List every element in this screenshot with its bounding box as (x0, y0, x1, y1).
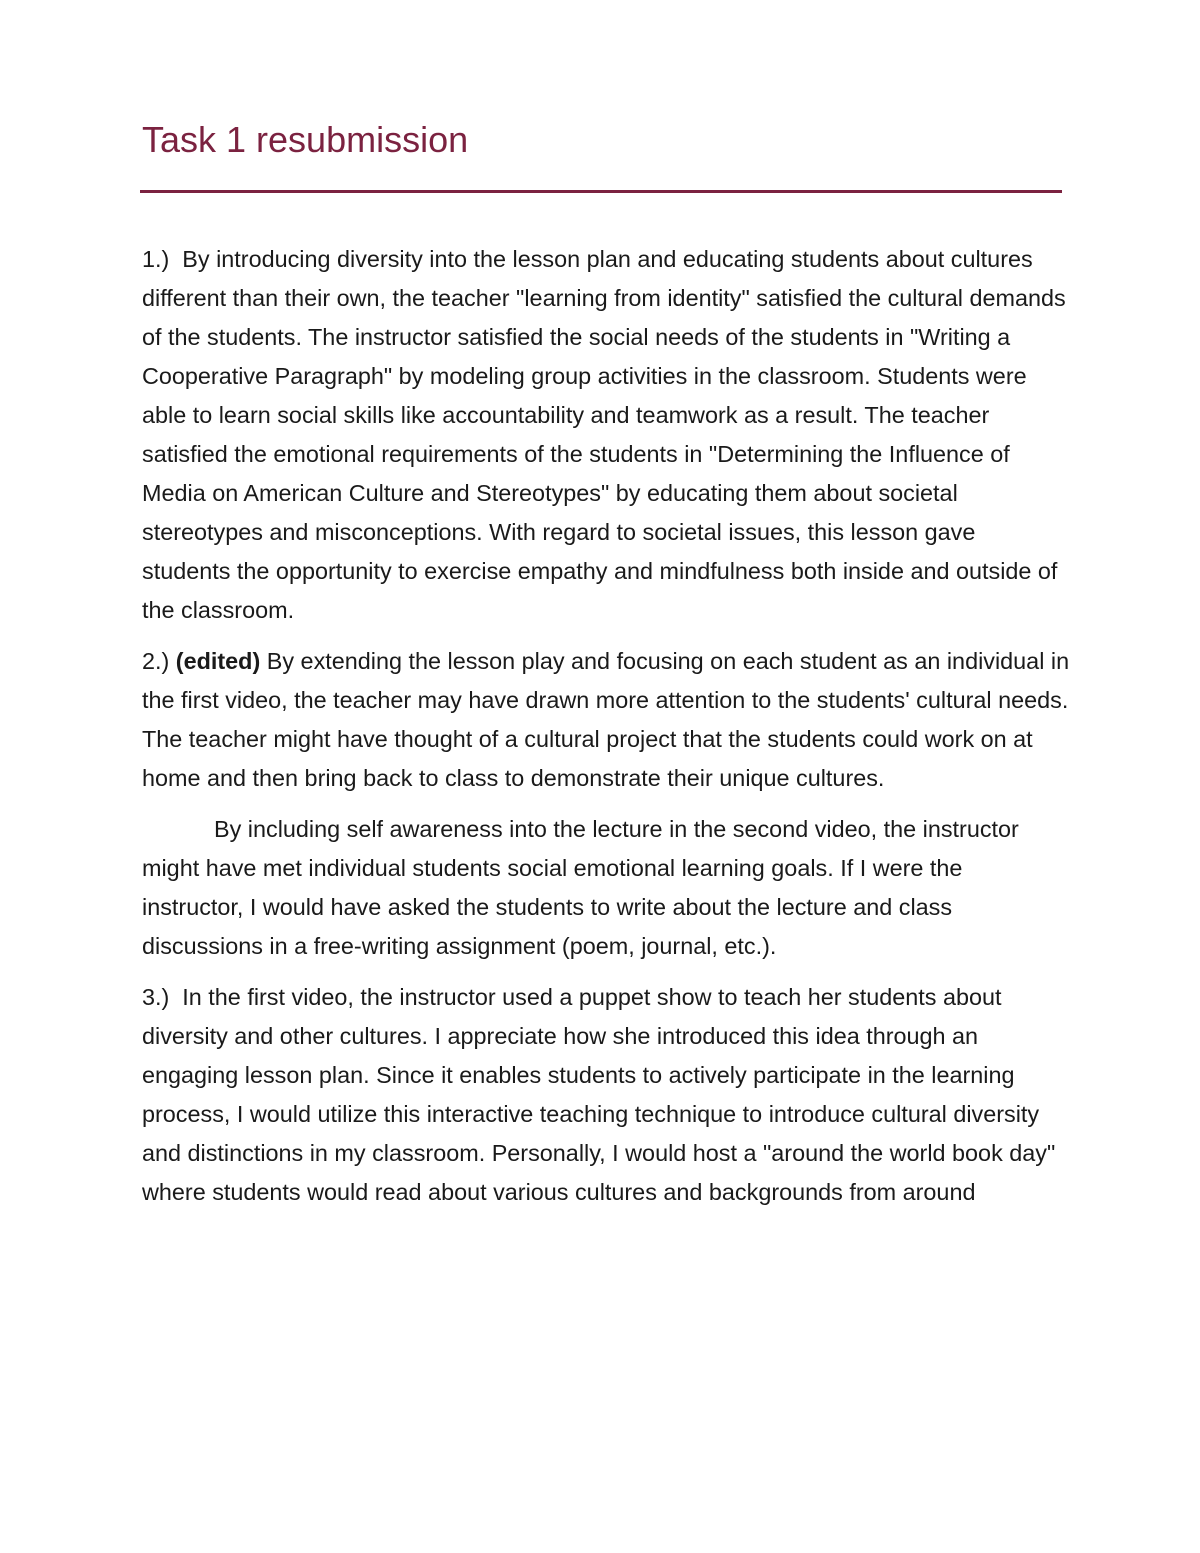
paragraph-1 (142, 240, 1070, 630)
paragraph-2-continued (142, 810, 1070, 966)
paragraph-2 (142, 642, 1070, 798)
paragraph-3-number: 3.) (142, 984, 170, 1010)
paragraph-1-text: By introducing diversity into the lesson plan and educating students about cultures different than their own, the teacher "learning from identity" satisfied the cultural demands of the students. The instructor satisfied the social needs of the students in "Writing a Cooperative Paragraph" by modeling group activities in the classroom. Students were able to learn social skills like accountability and teamwork as a result. The teacher satisfied the emotional requirements of the students in "Determining the Influence of Media on American Culture and Stereotypes" by educating them about societal stereotypes and misconceptions. With regard to societal issues, this lesson gave students the opportunity to exercise empathy and mindfulness both inside and outside of the classroom. (142, 246, 1066, 623)
title-divider (140, 190, 1062, 193)
document-body (142, 240, 1070, 1224)
paragraph-3-text: In the first video, the instructor used a puppet show to teach her students about diversity and other cultures. I appreciate how she introduced this idea through an engaging lesson plan. Since it enables students to actively participate in the learning process, I would utilize this interactive teaching technique to introduce cultural diversity and distinctions in my classroom. Personally, I would host a "around the world book day" where students would read about various cultures and backgrounds from around (142, 984, 1056, 1205)
paragraph-2-text: By extending the lesson play and focusing on each student as an individual in the first video, the teacher may have drawn more attention to the students' cultural needs. The teacher might have thought of a cultural project that the students could work on at home and then bring back to class to demonstrate their unique cultures. (142, 648, 1070, 791)
edited-label: (edited) (175, 648, 261, 674)
paragraph-2-number: 2.) (142, 648, 170, 674)
paragraph-1-number: 1.) (142, 246, 170, 272)
paragraph-2b-text: By including self awareness into the lecture in the second video, the instructor might have met individual students social emotional learning goals. If I were the instructor, I would have asked the students to write about the lecture and class discussions in a free-writing assignment (poem, journal, etc.). (142, 816, 1019, 959)
document-title: Task 1 resubmission (142, 119, 469, 160)
paragraph-3 (142, 978, 1070, 1212)
